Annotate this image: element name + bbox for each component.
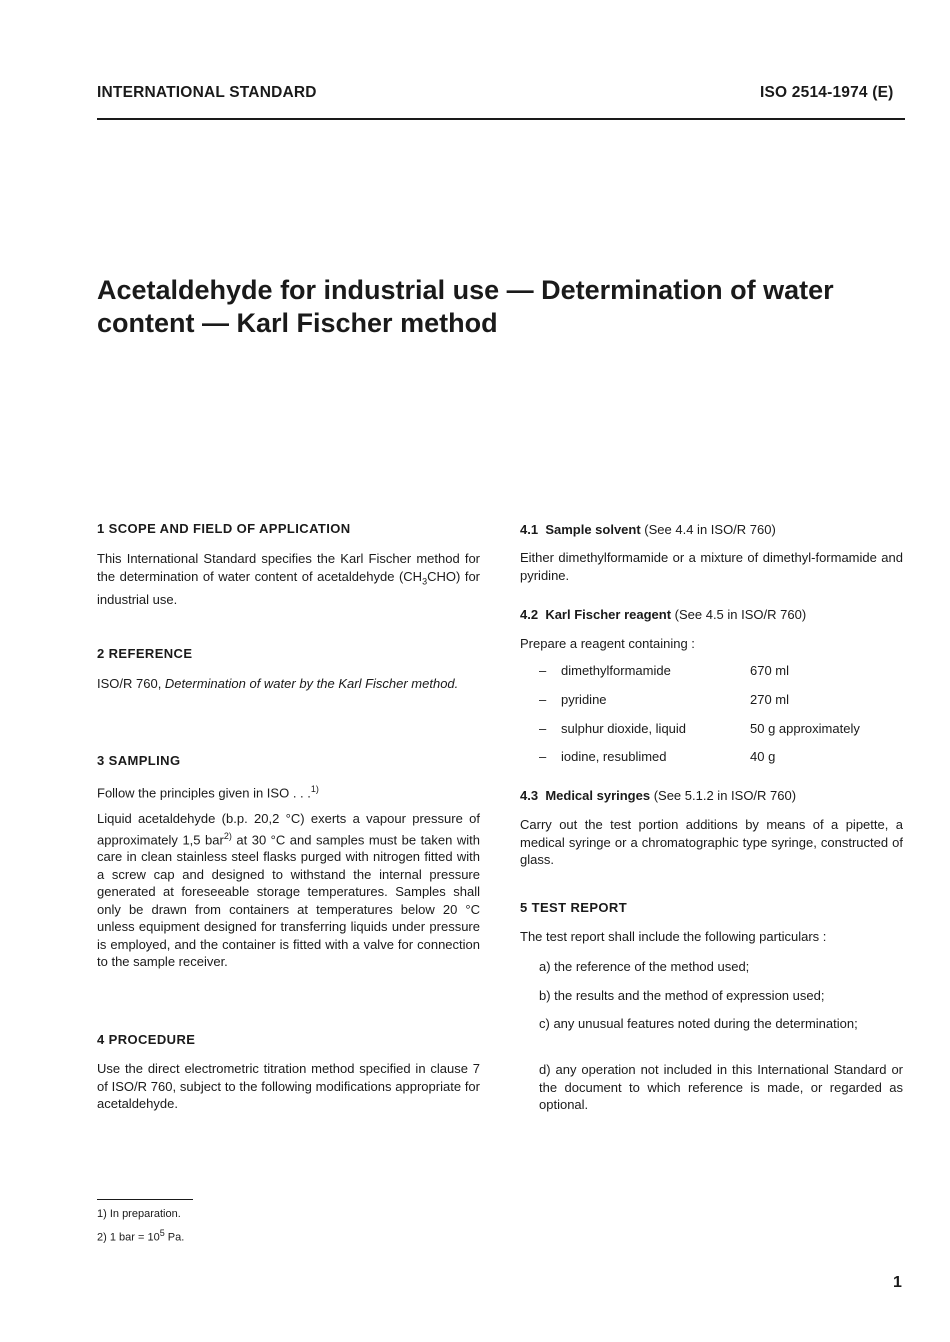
section-4-1-number: 4.1 [520, 522, 539, 537]
footnote-ref-1: 1) [310, 784, 319, 794]
section-5-heading: 5 TEST REPORT [520, 900, 628, 915]
header-standard-label: INTERNATIONAL STANDARD [97, 84, 317, 101]
section-4-1-heading [520, 522, 776, 537]
reagent-name: sulphur dioxide, liquid [561, 721, 687, 736]
footnote-2 [97, 1228, 184, 1244]
section-1-text-b: CHO) for industrial use. [97, 568, 481, 607]
footnote-2-text-b: Pa. [164, 1231, 185, 1244]
section-4-2-number: 4.2 [520, 607, 539, 622]
section-5-intro: The test report shall include the following particulars : [520, 929, 827, 944]
section-4-2-heading [520, 607, 806, 622]
section-4-3-name: Medical syringes [545, 788, 651, 803]
list-dash: – [539, 663, 547, 678]
list-dash: – [539, 692, 547, 707]
list-dash: – [539, 721, 547, 736]
section-4-2-name: Karl Fischer reagent [545, 607, 672, 622]
reagent-quantity: 50 g approximately [750, 721, 860, 736]
section-4-1-name: Sample solvent [545, 522, 641, 537]
section-3-p2-text-b: at 30 °C and samples must be taken with care in clean stainless steel flasks purged with nitrogen fitted with a screw cap and designed to withstand the internal pressure generated at foreseeable storage temperatures. Samples shall only be drawn from containers at temperatures below 20 °C unless equipment designed for transferring liquids under pressure is employed, and the container is fitted with a valve for connection to the sample receiver. [97, 831, 481, 970]
section-4-heading: 4 PROCEDURE [97, 1032, 196, 1047]
reagent-name: dimethylformamide [561, 663, 671, 678]
header-rule [97, 118, 905, 120]
section-4-3-heading [520, 788, 796, 803]
title-line-1: Acetaldehyde for industrial use — Determination of water [97, 275, 834, 305]
section-2-text [97, 675, 480, 693]
section-3-heading: 3 SAMPLING [97, 753, 181, 768]
formula-subscript: 3 [422, 576, 428, 587]
list-dash: – [539, 749, 547, 764]
section-4-3-text: Carry out the test portion additions by means of a pipette, a medical syringe or a chromatographic type syringe, constructed of glass. [520, 817, 903, 867]
section-2-heading: 2 REFERENCE [97, 646, 193, 661]
reagent-quantity: 670 ml [750, 663, 790, 678]
section-4-1-text: Either dimethylformamide or a mixture of dimethyl-formamide and pyridine. [520, 550, 903, 583]
reagent-name: iodine, resublimed [561, 749, 667, 764]
footnote-ref-2: 2) [223, 830, 232, 841]
reference-id: ISO/R 760, [97, 676, 165, 691]
section-1-text-a: This International Standard specifies the Karl Fischer method for the determination of water content of acetaldehyde (CH [97, 551, 480, 584]
section-3-p2-text-a: Liquid acetaldehyde (b.p. 20,2 °C) exerts a vapour pressure of approximately 1,5 bar [97, 811, 480, 847]
section-4-3-number: 4.3 [520, 788, 539, 803]
document-title [97, 274, 897, 340]
report-item: c) any unusual features noted during the determination; [539, 1016, 858, 1031]
reference-title: Determination of water by the Karl Fischer method. [164, 676, 459, 691]
header-document-id: ISO 2514-1974 (E) [760, 84, 894, 101]
report-item: b) the results and the method of expression used; [539, 988, 825, 1003]
report-item: d) any operation not included in this International Standard or the document to which reference is made, or regarded as optional. [539, 1062, 903, 1112]
footnote-2-text-a: 2) 1 bar = 10 [97, 1231, 160, 1244]
footnote-2-exponent: 5 [159, 1228, 165, 1238]
section-4-1-ref: (See 4.4 in ISO/R 760) [640, 522, 776, 537]
section-4-2-ref: (See 4.5 in ISO/R 760) [671, 607, 807, 622]
section-3-paragraph-2 [97, 810, 480, 971]
report-item: a) the reference of the method used; [539, 959, 750, 974]
page-number: 1 [893, 1274, 902, 1291]
section-4-text: Use the direct electrometric titration method specified in clause 7 of ISO/R 760, subject to the following modifications appropriate for acetaldehyde. [97, 1061, 480, 1111]
section-1-heading: 1 SCOPE AND FIELD OF APPLICATION [97, 521, 351, 536]
footnote-rule [97, 1199, 193, 1200]
footnote-1: 1) In preparation. [97, 1208, 181, 1220]
reagent-name: pyridine [561, 692, 607, 707]
reagent-quantity: 270 ml [750, 692, 790, 707]
section-4-2-intro: Prepare a reagent containing : [520, 636, 695, 651]
section-3-paragraph-1 [97, 781, 480, 802]
section-3-p1-text: Follow the principles given in ISO . . . [97, 785, 311, 801]
section-1-text [97, 550, 480, 608]
reagent-quantity: 40 g [750, 749, 776, 764]
title-line-2: content — Karl Fischer method [97, 308, 498, 338]
section-4-3-ref: (See 5.1.2 in ISO/R 760) [650, 788, 797, 803]
